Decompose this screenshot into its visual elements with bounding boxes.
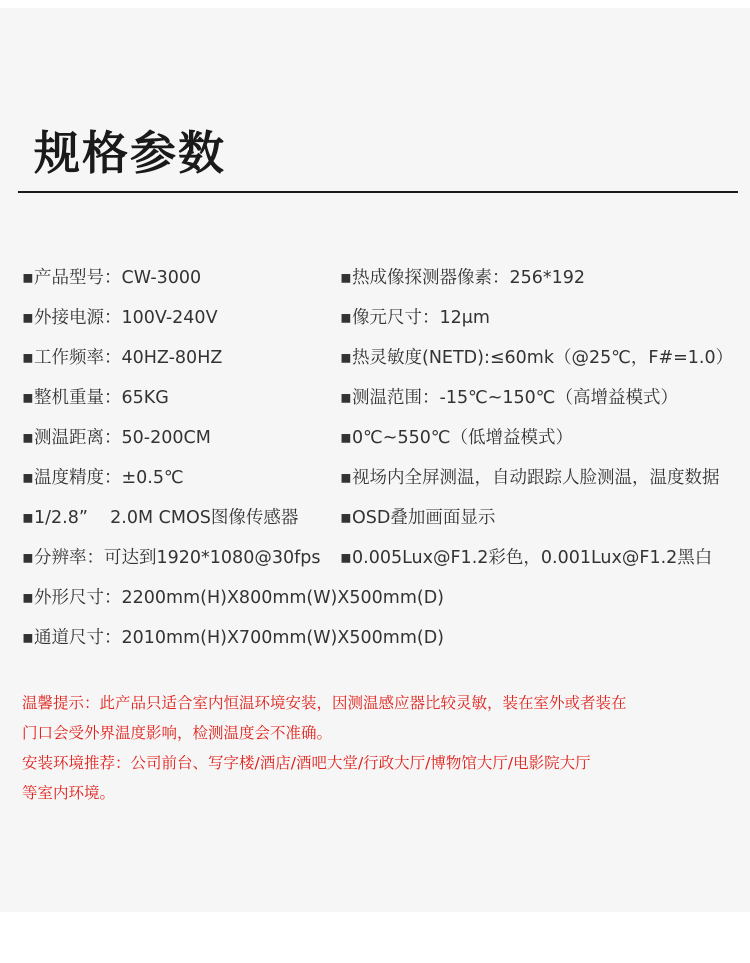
note-line: 温馨提示：此产品只适合室内恒温环境安装，因测温感应器比较灵敏，装在室外或者装在 — [22, 694, 627, 712]
spec-item — [340, 418, 573, 458]
spec-row — [0, 258, 750, 298]
spec-text: 通道尺寸：2010mm(H)X700mm(W)X500mm(D) — [34, 628, 445, 648]
bullet-icon: ▪ — [340, 388, 352, 408]
spec-text: 像元尺寸：12μm — [352, 308, 490, 328]
bullet-icon: ▪ — [22, 548, 34, 568]
bullet-icon: ▪ — [340, 348, 352, 368]
spec-row — [0, 378, 750, 418]
note-line: 等室内环境。 — [22, 784, 116, 802]
spec-item — [22, 338, 222, 378]
spec-text: 0.005Lux@F1.2彩色，0.001Lux@F1.2黑白 — [352, 548, 713, 568]
spec-item — [22, 578, 444, 618]
page-title: 规格参数 — [34, 126, 226, 180]
spec-item — [340, 378, 678, 418]
spec-item — [22, 258, 201, 298]
spec-item — [340, 298, 490, 338]
spec-row — [0, 578, 750, 618]
bullet-icon: ▪ — [22, 508, 34, 528]
bullet-icon: ▪ — [22, 588, 34, 608]
spec-text: 整机重量：65KG — [34, 388, 169, 408]
spec-text: 热成像探测器像素：256*192 — [352, 268, 586, 288]
spec-text: OSD叠加画面显示 — [352, 508, 496, 528]
spec-item — [340, 338, 733, 378]
spec-text: 外形尺寸：2200mm(H)X800mm(W)X500mm(D) — [34, 588, 445, 608]
note-line: 门口会受外界温度影响，检测温度会不准确。 — [22, 724, 333, 742]
spec-row — [0, 458, 750, 498]
spec-text: 测温距离：50-200CM — [34, 428, 211, 448]
spec-row — [0, 298, 750, 338]
spec-row — [0, 338, 750, 378]
bullet-icon: ▪ — [22, 628, 34, 648]
bullet-icon: ▪ — [22, 388, 34, 408]
bullet-icon: ▪ — [22, 348, 34, 368]
spec-item — [22, 498, 298, 538]
bullet-icon: ▪ — [340, 268, 352, 288]
bullet-icon: ▪ — [340, 428, 352, 448]
spec-text: 温度精度：±0.5℃ — [34, 468, 184, 488]
spec-list — [0, 258, 750, 658]
spec-text: 工作频率：40HZ-80HZ — [34, 348, 223, 368]
spec-row — [0, 538, 750, 578]
installation-notes — [22, 688, 722, 808]
spec-item — [340, 258, 585, 298]
spec-item — [340, 498, 495, 538]
spec-item — [340, 538, 712, 578]
spec-text: 分辨率：可达到1920*1080@30fps — [34, 548, 321, 568]
spec-item — [22, 298, 218, 338]
spec-text: 0℃~550℃（低增益模式） — [352, 428, 574, 448]
spec-item — [340, 458, 720, 498]
title-divider — [18, 191, 738, 193]
spec-row — [0, 418, 750, 458]
spec-text: 产品型号：CW-3000 — [34, 268, 202, 288]
spec-text: 测温范围：-15℃~150℃（高增益模式） — [352, 388, 678, 408]
bullet-icon: ▪ — [340, 308, 352, 328]
note-line: 安装环境推荐：公司前台、写字楼/酒店/酒吧大堂/行政大厅/博物馆大厅/电影院大厅 — [22, 754, 591, 772]
spec-text: 热灵敏度(NETD):≤60mk（@25℃，F#=1.0） — [352, 348, 734, 368]
spec-text: 1/2.8” 2.0M CMOS图像传感器 — [34, 508, 299, 528]
bullet-icon: ▪ — [340, 468, 352, 488]
spec-item — [22, 378, 169, 418]
spec-item — [22, 618, 444, 658]
bullet-icon: ▪ — [340, 508, 352, 528]
spec-text: 视场内全屏测温，自动跟踪人脸测温，温度数据 — [352, 468, 720, 488]
bullet-icon: ▪ — [22, 468, 34, 488]
bullet-icon: ▪ — [22, 308, 34, 328]
spec-item — [22, 538, 320, 578]
bullet-icon: ▪ — [22, 268, 34, 288]
bullet-icon: ▪ — [22, 428, 34, 448]
spec-item — [22, 418, 211, 458]
spec-item — [22, 458, 184, 498]
spec-row — [0, 498, 750, 538]
spec-text: 外接电源：100V-240V — [34, 308, 218, 328]
bullet-icon: ▪ — [340, 548, 352, 568]
spec-row — [0, 618, 750, 658]
